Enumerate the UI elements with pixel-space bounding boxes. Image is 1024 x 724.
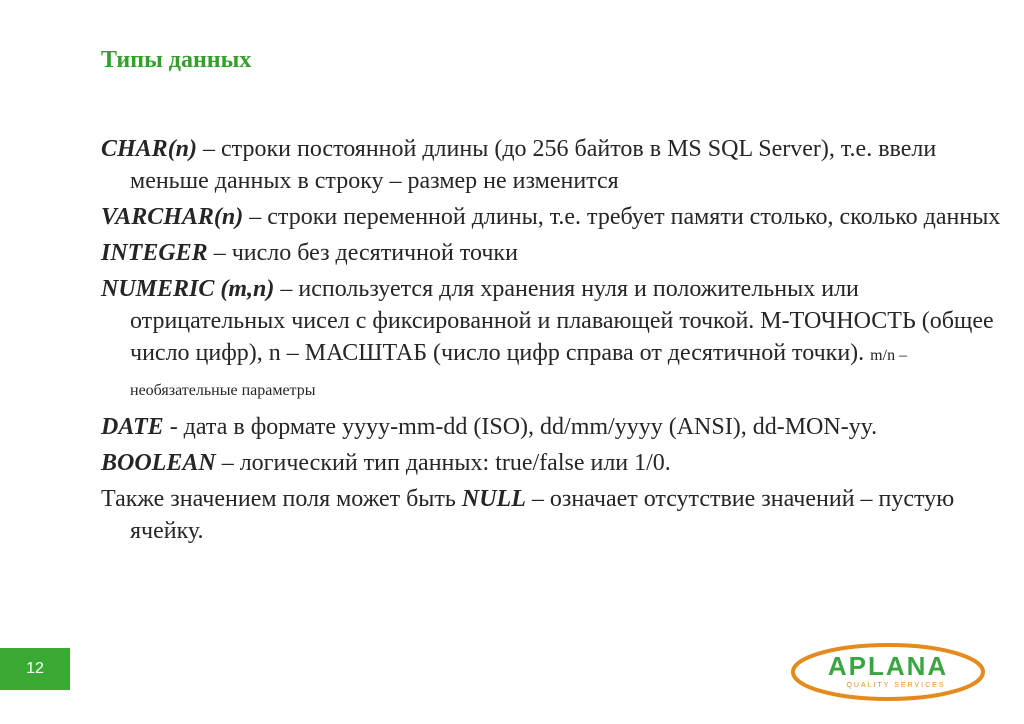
type-description: – используется для хранения нуля и положительных или отрицательных чисел с фиксированной и плавающей точкой. M-ТОЧНОСТЬ (общее число цифр), n – МАСШТАБ (число цифр справа от десятичной точки).: [130, 276, 994, 366]
null-note-after: – означает отсутствие значений – пустую ячейку.: [130, 486, 955, 544]
type-description: - дата в формате yyyy-mm-dd (ISO), dd/mm/yyyy (ANSI), dd-MON-yy.: [163, 414, 878, 440]
null-term: NULL: [461, 486, 526, 512]
type-footnote: m/n –необязательные параметры: [130, 347, 908, 399]
list-item: [101, 133, 1001, 197]
list-item: [101, 447, 1001, 479]
logo-tagline: QUALITY SERVICES: [846, 682, 946, 689]
list-item: [101, 411, 1001, 443]
type-term: INTEGER: [101, 240, 208, 266]
type-term: CHAR(n): [101, 136, 198, 162]
type-description: – число без десятичной точки: [207, 240, 518, 266]
type-description: – логический тип данных: true/false или 1/0.: [215, 450, 671, 476]
type-term: VARCHAR(n): [101, 204, 244, 230]
list-item: [101, 237, 1001, 269]
type-description: – строки постоянной длины (до 256 байтов в MS SQL Server), т.е. ввели меньше данных в строку – размер не изменится: [130, 136, 937, 194]
null-note: [101, 483, 1001, 547]
slide-title: Типы данных: [101, 47, 252, 73]
page-number-badge: 12: [0, 648, 70, 690]
type-term: NUMERIC (m,n): [101, 276, 275, 302]
slide-body: [101, 133, 1001, 551]
type-description: – строки переменной длины, т.е. требует памяти столько, сколько данных: [243, 204, 1001, 230]
list-item: [101, 201, 1001, 233]
type-term: DATE: [101, 414, 164, 440]
list-item: [101, 273, 1001, 407]
aplana-logo: [788, 640, 988, 704]
null-note-before: Также значением поля может быть: [101, 486, 462, 512]
logo-wordmark: APLANA: [827, 651, 949, 681]
type-term: BOOLEAN: [101, 450, 216, 476]
